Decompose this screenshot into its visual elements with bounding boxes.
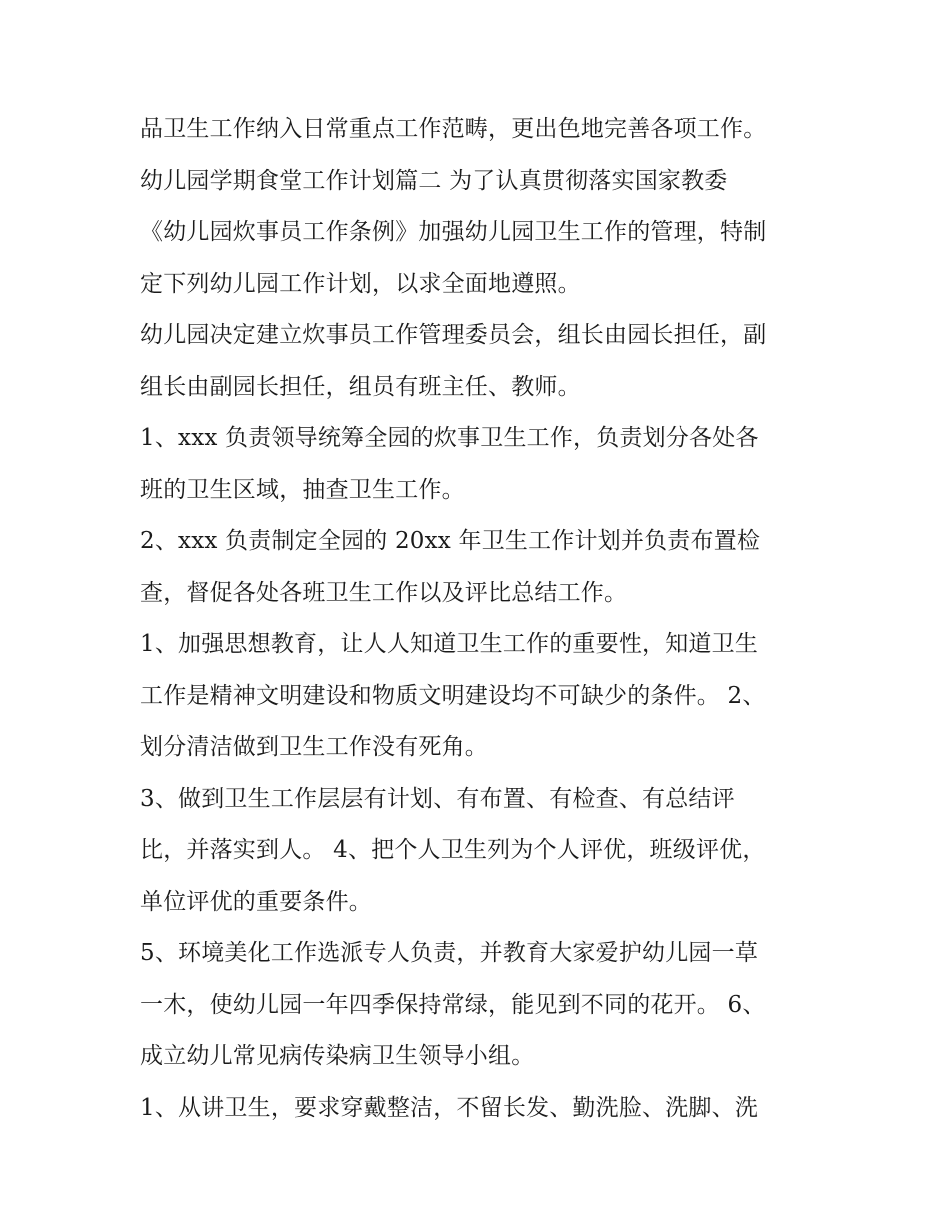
text-line: 定下列幼儿园工作计划，以求全面地遵照。 bbox=[140, 270, 581, 297]
text-line: 幼儿园决定建立炊事员工作管理委员会，组长由园长担任，副 bbox=[140, 322, 767, 348]
text-line: 品卫生工作纳入日常重点工作范畴，更出色地完善各项工作。 bbox=[140, 116, 767, 142]
text-line: 1、加强思想教育，让人人知道卫生工作的重要性，知道卫生 bbox=[140, 631, 759, 657]
text-line: 单位评优的重要条件。 bbox=[140, 888, 372, 915]
text-line: 划分清洁做到卫生工作没有死角。 bbox=[140, 734, 488, 760]
text-line: 比，并落实到人。 4、把个人卫生列为个人评优，班级评优， bbox=[140, 837, 766, 863]
text-line: 工作是精神文明建设和物质文明建设均不可缺少的条件。 2、 bbox=[140, 682, 766, 709]
text-line: 组长由副园长担任，组员有班主任、教师。 bbox=[140, 373, 581, 400]
text-line: 班的卫生区域，抽查卫生工作。 bbox=[140, 476, 465, 503]
text-line: 一木，使幼儿园一年四季保持常绿，能见到不同的花开。 6、 bbox=[140, 991, 766, 1018]
text-line: 1、xxx 负责领导统筹全园的炊事卫生工作，负责划分各处各 bbox=[140, 425, 759, 451]
text-line: 3、做到卫生工作层层有计划、有布置、有检查、有总结评 bbox=[140, 785, 735, 812]
text-line: 幼儿园学期食堂工作计划篇二 为了认真贯彻落实国家教委 bbox=[140, 167, 728, 194]
text-line: 1、从讲卫生，要求穿戴整洁，不留长发、勤洗脸、洗脚、洗 bbox=[140, 1094, 759, 1121]
text-line: 《幼儿园炊事员工作条例》加强幼儿园卫生工作的管理，特制 bbox=[140, 219, 767, 245]
text-line: 2、xxx 负责制定全园的 20xx 年卫生工作计划并负责布置检 bbox=[140, 528, 761, 554]
text-line: 成立幼儿常见病传染病卫生领导小组。 bbox=[140, 1043, 535, 1069]
document-body bbox=[140, 104, 830, 1134]
text-line: 查，督促各处各班卫生工作以及评比总结工作。 bbox=[140, 579, 628, 606]
text-line: 5、环境美化工作选派专人负责，并教育大家爱护幼儿园一草 bbox=[140, 940, 759, 966]
